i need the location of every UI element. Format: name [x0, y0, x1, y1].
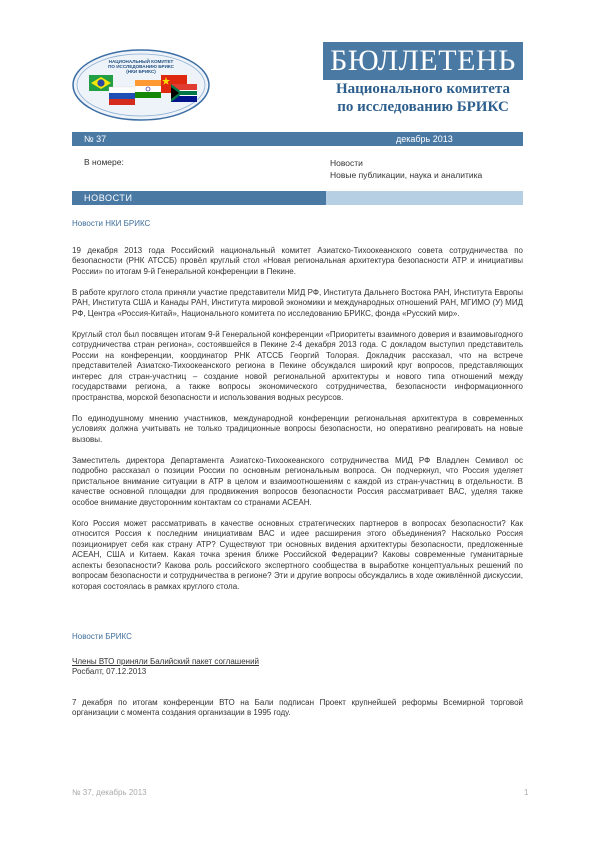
toc-label: В номере:: [84, 157, 124, 167]
south-africa-flag: [171, 84, 197, 102]
article-paragraph: Кого Россия может рассматривать в качестве основных стратегических партнеров в вопросах безопасности? Как относится Россия к последним инициативам ВАС и идее расширения этого объединения? Насколько Россия позиционирует себя как страну АТР? Существуют три основных видения архитектуры безопасности, предложенные АСЕАН, США и Китаем. Какая точка зрения ближе Российской Федерации? Каковы современные гуманитарные аспекты безопасности? Какова роль российского экспертного сообщества в выработке концептуальных решений по вопросам безопасности и сотрудничества в регионе? Эти и другие вопросы обсуждались в ходе оживлённой дискуссии, которая состоялась в рамках круглого стола.: [72, 518, 523, 591]
article-paragraph: 7 декабря по итогам конференции ВТО на Бали подписан Проект крупнейшей реформы Всемирной торговой организации с момента создания организации в 1995 году.: [72, 697, 523, 717]
bulletin-title: БЮЛЛЕТЕНЬ: [323, 42, 523, 80]
logo-text-line2: ПО ИССЛЕДОВАНИЮ БРИКС: [108, 64, 174, 69]
russia-flag: [109, 87, 135, 105]
article-heading: Новости НКИ БРИКС: [72, 219, 151, 228]
logo-text-line3: (НКИ БРИКС): [126, 69, 156, 74]
section-bar-accent: [326, 191, 523, 205]
article-paragraph: По единодушному мнению участников, международной конференции региональная архитектура в современных условиях должна учитывать не только традиционные вопросы безопасности, но оперативно реагировать на новые вызовы.: [72, 413, 523, 444]
issue-date: декабрь 2013: [396, 134, 453, 144]
footer-issue: № 37, декабрь 2013: [72, 788, 147, 797]
brics-committee-logo: [71, 48, 211, 122]
news-source: Росбалт, 07.12.2013: [72, 667, 147, 676]
logo-text-line1: НАЦИОНАЛЬНЫЙ КОМИТЕТ: [108, 59, 174, 64]
section-bar-news: [72, 191, 523, 205]
toc-list: [330, 157, 482, 181]
toc-item[interactable]: Новости: [330, 158, 363, 168]
article-heading: Новости БРИКС: [72, 632, 132, 641]
article-paragraph: Заместитель директора Департамента Азиатско-Тихоокеанского сотрудничества МИД РФ Владлен Семивол ос подробно рассказал о позиции России по основным региональным вопроса. Он подчеркнул, что Россия уделяет пристальное внимание ситуации в АТР в целом и взаимоотношениям с каждой из стран-участниц в отдельности. В качестве основной площадки для продвижения вопросов безопасности Россия рассматривает ВАС, уделяя также особое внимание двусторонним контактам со странами АСЕАН.: [72, 455, 523, 507]
india-flag: [135, 80, 161, 98]
article-paragraph: В работе круглого стола приняли участие представители МИД РФ, Института Дальнего Востока РАН, Института Европы РАН, Института США и Канады РАН, Института мировой экономики и международных отношений РАН, МГИМО (У) МИД РФ, Центра «Россия-Китай», Национального комитета по исследованию БРИКС, фонда «Русский мир».: [72, 287, 523, 318]
section-title: НОВОСТИ: [84, 193, 133, 203]
subtitle-line-2: по исследованию БРИКС: [337, 99, 509, 115]
issue-number: № 37: [84, 134, 107, 144]
main-content: [72, 219, 523, 729]
page-number: 1: [524, 788, 529, 797]
subtitle-line-1: Национального комитета: [335, 81, 510, 97]
article-paragraph: Круглый стол был посвящен итогам 9-й Генеральной конференции «Приоритеты взаимного доверия и взаимовыгодного сотрудничества стран региона», состоявшейся в Пекине 2-4 декабря 2013 года. С докладом выступил представитель России на конференции, координатор РНК АТССБ Георгий Толорая. Докладчик рассказал, что на встрече представителей Азиатско-Тихоокеанского региона в Пекине обсуждался широкий круг вопросов, представляющих интерес для стран-участниц – создание новой региональной архитектуры и нового типа отношений между государствами региона, а также вопросы экономического сотрудничества, безопасности информационного пространства, морской безопасности и использования водных ресурсов.: [72, 329, 523, 402]
news-title-link[interactable]: Члены ВТО приняли Балийский пакет соглашений: [72, 656, 259, 666]
toc-item[interactable]: Новые публикации, наука и аналитика: [330, 170, 483, 180]
bulletin-subtitle: [323, 80, 523, 116]
issue-bar: [72, 132, 523, 146]
article-paragraph: 19 декабря 2013 года Российский национальный комитет Азиатско-Тихоокеанского совета сотрудничества по безопасности (РНК АТССБ) провёл круглый стол «Новая региональная архитектура безопасности АТР и инициативы России» по итогам 9-й Генеральной конференции в Пекине.: [72, 245, 523, 276]
